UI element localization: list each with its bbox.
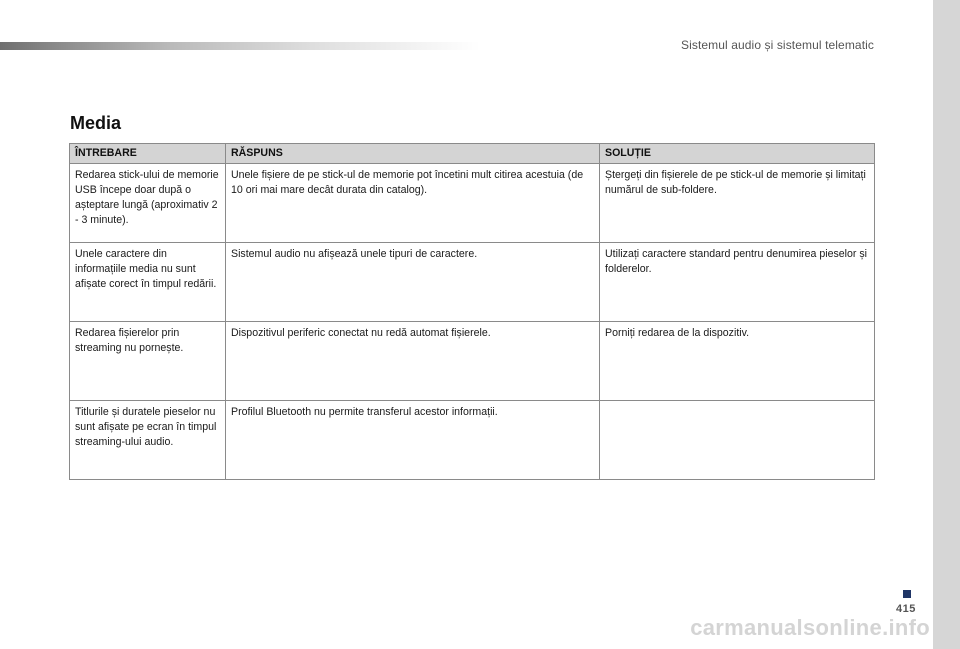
cell-answer: Profilul Bluetooth nu permite transferul acestor informații. — [226, 401, 600, 480]
page-bullet-icon — [903, 590, 911, 598]
page-number: 415 — [896, 603, 916, 615]
cell-question: Redarea stick-ului de memorie USB începe doar după o așteptare lungă (aproximativ 2 - 3 minute). — [70, 164, 226, 243]
section-title: Media — [70, 113, 122, 133]
cell-question: Unele caractere din informațiile media nu sunt afișate corect în timpul redării. — [70, 243, 226, 322]
cell-solution: Ștergeți din fișierele de pe stick-ul de memorie și limitați numărul de sub-foldere. — [600, 164, 875, 243]
side-strip — [933, 0, 960, 649]
table-row — [70, 164, 875, 243]
table-row — [70, 401, 875, 480]
table-header-row — [70, 144, 875, 164]
cell-answer: Unele fișiere de pe stick-ul de memorie pot încetini mult citirea acestuia (de 10 ori mai mare decât durata din catalog). — [226, 164, 600, 243]
cell-answer: Sistemul audio nu afișează unele tipuri de caractere. — [226, 243, 600, 322]
cell-answer: Dispozitivul periferic conectat nu redă automat fișierele. — [226, 322, 600, 401]
watermark: carmanualsonline.info — [690, 615, 930, 640]
cell-question: Redarea fișierelor prin streaming nu pornește. — [70, 322, 226, 401]
column-header-solution: SOLUȚIE — [600, 144, 875, 164]
header-gradient-bar — [0, 42, 480, 50]
cell-question: Titlurile și duratele pieselor nu sunt afișate pe ecran în timpul streaming-ului audio. — [70, 401, 226, 480]
column-header-question: ÎNTREBARE — [70, 144, 226, 164]
troubleshooting-table — [69, 143, 875, 480]
table-row — [70, 243, 875, 322]
table-row — [70, 322, 875, 401]
column-header-answer: RĂSPUNS — [226, 144, 600, 164]
chapter-title: Sistemul audio și sistemul telematic — [680, 38, 874, 52]
cell-solution: Utilizați caractere standard pentru denumirea pieselor și folderelor. — [600, 243, 875, 322]
cell-solution: Porniți redarea de la dispozitiv. — [600, 322, 875, 401]
cell-solution — [600, 401, 875, 480]
